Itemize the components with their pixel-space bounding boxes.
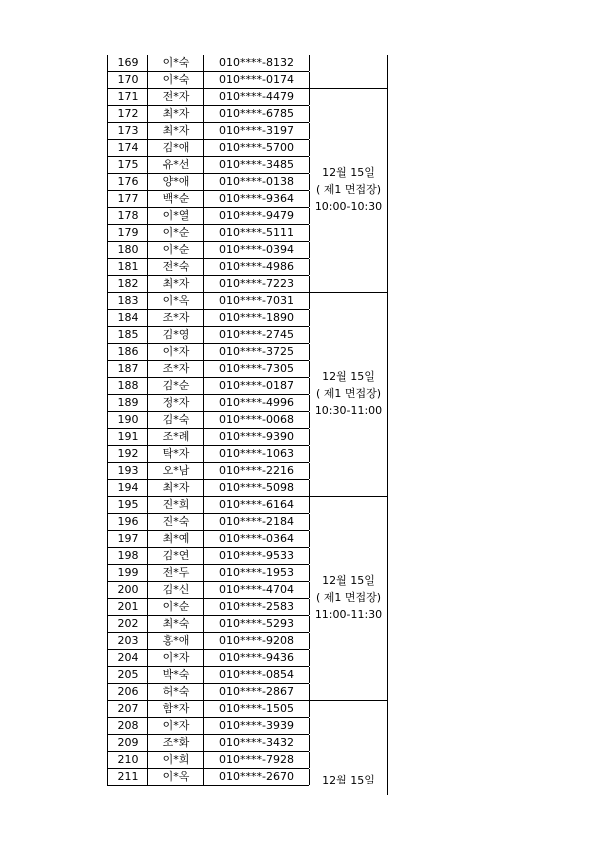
row-number: 209	[107, 735, 148, 751]
table-row	[107, 684, 309, 701]
applicant-name: 최*숙	[147, 616, 204, 632]
phone-number: 010****-0394	[203, 242, 310, 258]
row-number: 202	[107, 616, 148, 632]
phone-number: 010****-8132	[203, 55, 310, 71]
row-number: 196	[107, 514, 148, 530]
table-row	[107, 565, 309, 582]
table-row	[107, 412, 309, 429]
phone-number: 010****-7305	[203, 361, 310, 377]
table-row	[107, 157, 309, 174]
phone-number: 010****-4996	[203, 395, 310, 411]
applicant-name: 이*자	[147, 650, 204, 666]
applicant-name: 이*자	[147, 344, 204, 360]
phone-number: 010****-9364	[203, 191, 310, 207]
applicant-name: 최*자	[147, 480, 204, 496]
table-row	[107, 735, 309, 752]
row-number: 173	[107, 123, 148, 139]
row-number: 203	[107, 633, 148, 649]
phone-number: 010****-9390	[203, 429, 310, 445]
applicant-name: 백*순	[147, 191, 204, 207]
table-row	[107, 242, 309, 259]
applicant-name: 정*자	[147, 395, 204, 411]
phone-number: 010****-2583	[203, 599, 310, 615]
phone-number: 010****-1505	[203, 701, 310, 717]
applicant-name: 이*희	[147, 752, 204, 768]
row-number: 179	[107, 225, 148, 241]
row-number: 184	[107, 310, 148, 326]
row-number: 193	[107, 463, 148, 479]
applicant-name: 허*숙	[147, 684, 204, 700]
row-number: 192	[107, 446, 148, 462]
phone-number: 010****-5293	[203, 616, 310, 632]
table-row	[107, 310, 309, 327]
table-row	[107, 480, 309, 497]
phone-number: 010****-7223	[203, 276, 310, 292]
row-number: 172	[107, 106, 148, 122]
row-number: 171	[107, 89, 148, 105]
row-number: 177	[107, 191, 148, 207]
table-row	[107, 106, 309, 123]
applicant-name: 탁*자	[147, 446, 204, 462]
table-row	[107, 514, 309, 531]
table-row	[107, 667, 309, 684]
interview-slot-line: ( 제1 면접장)	[315, 591, 382, 604]
row-number: 185	[107, 327, 148, 343]
phone-number: 010****-2670	[203, 769, 310, 785]
phone-number: 010****-2216	[203, 463, 310, 479]
phone-number: 010****-5700	[203, 140, 310, 156]
row-number: 206	[107, 684, 148, 700]
applicant-name: 김*순	[147, 378, 204, 394]
applicant-name: 전*두	[147, 565, 204, 581]
table-row	[107, 293, 309, 310]
row-number: 191	[107, 429, 148, 445]
interview-slot-line: 12월 15일	[322, 166, 375, 179]
row-number: 201	[107, 599, 148, 615]
applicant-name: 최*자	[147, 106, 204, 122]
table-row	[107, 395, 309, 412]
table-row	[107, 701, 309, 718]
table-row	[107, 344, 309, 361]
phone-number: 010****-3485	[203, 157, 310, 173]
table-row	[107, 276, 309, 293]
applicant-name: 이*순	[147, 225, 204, 241]
interview-slot-cell	[309, 497, 388, 701]
phone-number: 010****-7928	[203, 752, 310, 768]
applicant-name: 김*영	[147, 327, 204, 343]
interview-slot-cell	[309, 89, 388, 293]
applicant-name: 박*숙	[147, 667, 204, 683]
table-row	[107, 599, 309, 616]
table-row	[107, 225, 309, 242]
table-row	[107, 378, 309, 395]
interview-slot-line: 12월 15일	[322, 774, 375, 784]
row-number: 174	[107, 140, 148, 156]
table-row	[107, 140, 309, 157]
table-row	[107, 548, 309, 565]
table-row	[107, 361, 309, 378]
row-number: 190	[107, 412, 148, 428]
applicant-name: 김*연	[147, 548, 204, 564]
interview-slot-line: ( 제1 면접장)	[315, 387, 382, 400]
row-number: 208	[107, 718, 148, 734]
table-row	[107, 446, 309, 463]
interview-slot-line: 11:00-11:30	[314, 608, 383, 621]
row-number: 169	[107, 55, 148, 71]
table-row	[107, 429, 309, 446]
applicant-name: 전*자	[147, 89, 204, 105]
interview-slot-line: ( 제1 면접장)	[315, 183, 382, 196]
phone-number: 010****-0364	[203, 531, 310, 547]
table-row	[107, 650, 309, 667]
interview-slot-cell	[309, 55, 388, 89]
phone-number: 010****-3432	[203, 735, 310, 751]
table-row	[107, 582, 309, 599]
row-number: 176	[107, 174, 148, 190]
row-number: 198	[107, 548, 148, 564]
row-number: 207	[107, 701, 148, 717]
table-row	[107, 497, 309, 514]
table-row	[107, 616, 309, 633]
slot-divider	[107, 88, 388, 89]
applicant-name: 조*자	[147, 310, 204, 326]
row-number: 199	[107, 565, 148, 581]
table-right-border	[387, 55, 388, 795]
table-row	[107, 89, 309, 106]
table-row	[107, 531, 309, 548]
applicant-name: 이*숙	[147, 72, 204, 88]
table-row	[107, 191, 309, 208]
table-row	[107, 55, 309, 72]
applicant-name: 조*화	[147, 735, 204, 751]
table-row	[107, 123, 309, 140]
row-number: 182	[107, 276, 148, 292]
phone-number: 010****-5098	[203, 480, 310, 496]
phone-number: 010****-1063	[203, 446, 310, 462]
table-row	[107, 463, 309, 480]
row-number: 211	[107, 769, 148, 785]
applicant-name: 최*자	[147, 123, 204, 139]
phone-number: 010****-3725	[203, 344, 310, 360]
applicant-name: 김*신	[147, 582, 204, 598]
row-number: 197	[107, 531, 148, 547]
applicant-name: 김*숙	[147, 412, 204, 428]
phone-number: 010****-2745	[203, 327, 310, 343]
phone-number: 010****-6164	[203, 497, 310, 513]
applicant-name: 유*선	[147, 157, 204, 173]
phone-number: 010****-9208	[203, 633, 310, 649]
table-row	[107, 259, 309, 276]
applicant-name: 조*례	[147, 429, 204, 445]
phone-number: 010****-5111	[203, 225, 310, 241]
applicant-name: 양*애	[147, 174, 204, 190]
applicant-name: 이*자	[147, 718, 204, 734]
phone-number: 010****-2867	[203, 684, 310, 700]
phone-number: 010****-0068	[203, 412, 310, 428]
slot-divider	[107, 292, 388, 293]
slot-divider	[107, 700, 388, 701]
row-number: 183	[107, 293, 148, 309]
phone-number: 010****-3939	[203, 718, 310, 734]
phone-number: 010****-7031	[203, 293, 310, 309]
slot-divider	[107, 496, 388, 497]
table-row	[107, 718, 309, 735]
interview-slot-line: 10:00-10:30	[314, 200, 383, 213]
applicant-name: 이*순	[147, 599, 204, 615]
table-row	[107, 208, 309, 225]
phone-number: 010****-1890	[203, 310, 310, 326]
phone-number: 010****-4704	[203, 582, 310, 598]
row-number: 180	[107, 242, 148, 258]
row-number: 188	[107, 378, 148, 394]
applicant-name: 최*예	[147, 531, 204, 547]
row-number: 210	[107, 752, 148, 768]
phone-number: 010****-6785	[203, 106, 310, 122]
row-number: 170	[107, 72, 148, 88]
schedule-table	[107, 55, 390, 785]
row-number: 181	[107, 259, 148, 275]
applicant-name: 홍*애	[147, 633, 204, 649]
applicant-name: 진*희	[147, 497, 204, 513]
interview-slot-line: 10:30-11:00	[314, 404, 383, 417]
applicant-name: 이*옥	[147, 293, 204, 309]
applicant-name: 조*자	[147, 361, 204, 377]
row-number: 194	[107, 480, 148, 496]
row-number: 189	[107, 395, 148, 411]
applicant-name: 이*열	[147, 208, 204, 224]
phone-number: 010****-0138	[203, 174, 310, 190]
row-number: 195	[107, 497, 148, 513]
row-number: 204	[107, 650, 148, 666]
phone-number: 010****-9533	[203, 548, 310, 564]
applicant-name: 이*옥	[147, 769, 204, 785]
table-row	[107, 72, 309, 89]
applicant-name: 진*숙	[147, 514, 204, 530]
table-row	[107, 769, 309, 786]
row-number: 187	[107, 361, 148, 377]
interview-slot-line: 12월 15일	[322, 370, 375, 383]
applicant-name: 이*숙	[147, 55, 204, 71]
phone-number: 010****-9479	[203, 208, 310, 224]
interview-slot-cell	[309, 701, 388, 784]
row-number: 186	[107, 344, 148, 360]
applicant-name: 함*자	[147, 701, 204, 717]
phone-number: 010****-0854	[203, 667, 310, 683]
phone-number: 010****-3197	[203, 123, 310, 139]
table-row	[107, 633, 309, 650]
phone-number: 010****-4986	[203, 259, 310, 275]
phone-number: 010****-2184	[203, 514, 310, 530]
row-number: 200	[107, 582, 148, 598]
interview-slot-cell	[309, 293, 388, 497]
phone-number: 010****-1953	[203, 565, 310, 581]
interview-slot-line: 12월 15일	[322, 574, 375, 587]
applicant-name: 이*순	[147, 242, 204, 258]
row-number: 175	[107, 157, 148, 173]
phone-number: 010****-9436	[203, 650, 310, 666]
row-number: 178	[107, 208, 148, 224]
row-number: 205	[107, 667, 148, 683]
applicant-name: 김*애	[147, 140, 204, 156]
phone-number: 010****-0187	[203, 378, 310, 394]
table-row	[107, 327, 309, 344]
phone-number: 010****-4479	[203, 89, 310, 105]
table-row	[107, 752, 309, 769]
applicant-name: 최*자	[147, 276, 204, 292]
phone-number: 010****-0174	[203, 72, 310, 88]
table-row	[107, 174, 309, 191]
applicant-name: 전*숙	[147, 259, 204, 275]
applicant-name: 오*남	[147, 463, 204, 479]
